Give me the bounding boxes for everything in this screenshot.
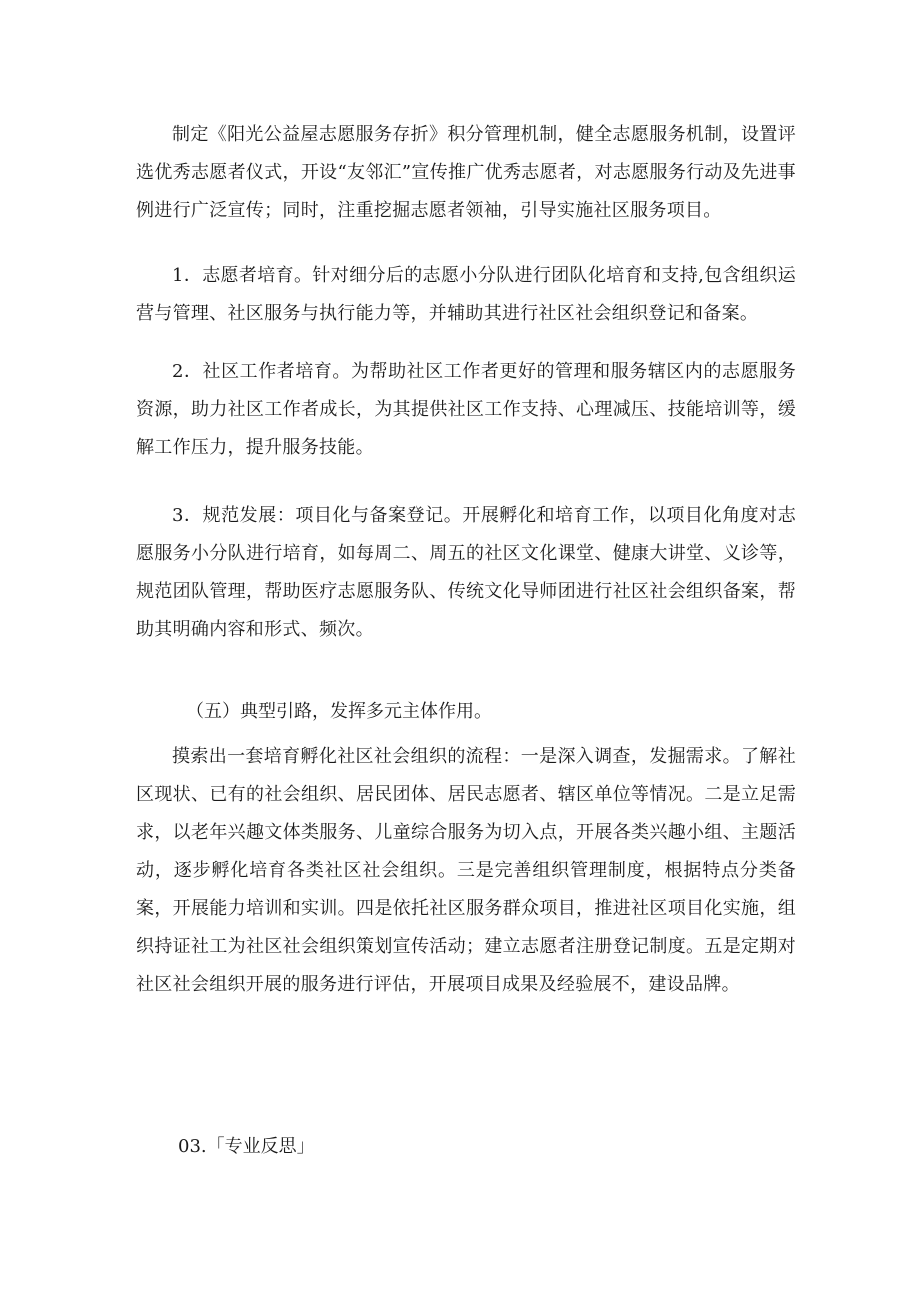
- section-three-heading: 03.「专业反思」: [178, 1136, 315, 1157]
- paragraph-volunteer-cultivation: 1．志愿者培育。针对细分后的志愿小分队进行团队化培育和支持,包含组织运营与管理、社区服务与执行能力等，并辅助其进行社区社会组织登记和备案。: [136, 265, 796, 324]
- paragraph-standardized-development: 3．规范发展：项目化与备案登记。开展孵化和培育工作，以项目化角度对志愿服务小分队进行培育，如每周二、周五的社区文化课堂、健康大讲堂、义诊等，规范团队管理，帮助医疗志愿服务队、传统文化导师团进行社区社会组织备案，帮助其明确内容和形式、频次。: [136, 505, 796, 640]
- paragraph-social-worker-cultivation: 2．社区工作者培育。为帮助社区工作者更好的管理和服务辖区内的志愿服务资源，助力社区工作者成长，为其提供社区工作支持、心理减压、技能培训等，缓解工作压力，提升服务技能。: [136, 361, 796, 458]
- paragraph-volunteer-mechanism: 制定《阳光公益屋志愿服务存折》积分管理机制，健全志愿服务机制，设置评选优秀志愿者仪式，开设“友邻汇”宣传推广优秀志愿者，对志愿服务行动及先进事例进行广泛宣传；同时，注重挖掘志愿者领袖，引导实施社区服务项目。: [136, 124, 796, 221]
- section-five-heading: （五）典型引路，发挥多元主体作用。: [186, 701, 492, 722]
- paragraph-incubation-process: 摸索出一套培育孵化社区社会组织的流程：一是深入调查，发掘需求。了解社区现状、已有的社会组织、居民团体、居民志愿者、辖区单位等情况。二是立足需求，以老年兴趣文体类服务、儿童综合服务为切入点，开展各类兴趣小组、主题活动，逐步孵化培育各类社区社会组织。三是完善组织管理制度，根据特点分类备案，开展能力培训和实训。四是依托社区服务群众项目，推进社区项目化实施，组织持证社工为社区社会组织策划宣传活动；建立志愿者注册登记制度。五是定期对社区社会组织开展的服务进行评估，开展项目成果及经验展不，建设品牌。: [136, 746, 796, 995]
